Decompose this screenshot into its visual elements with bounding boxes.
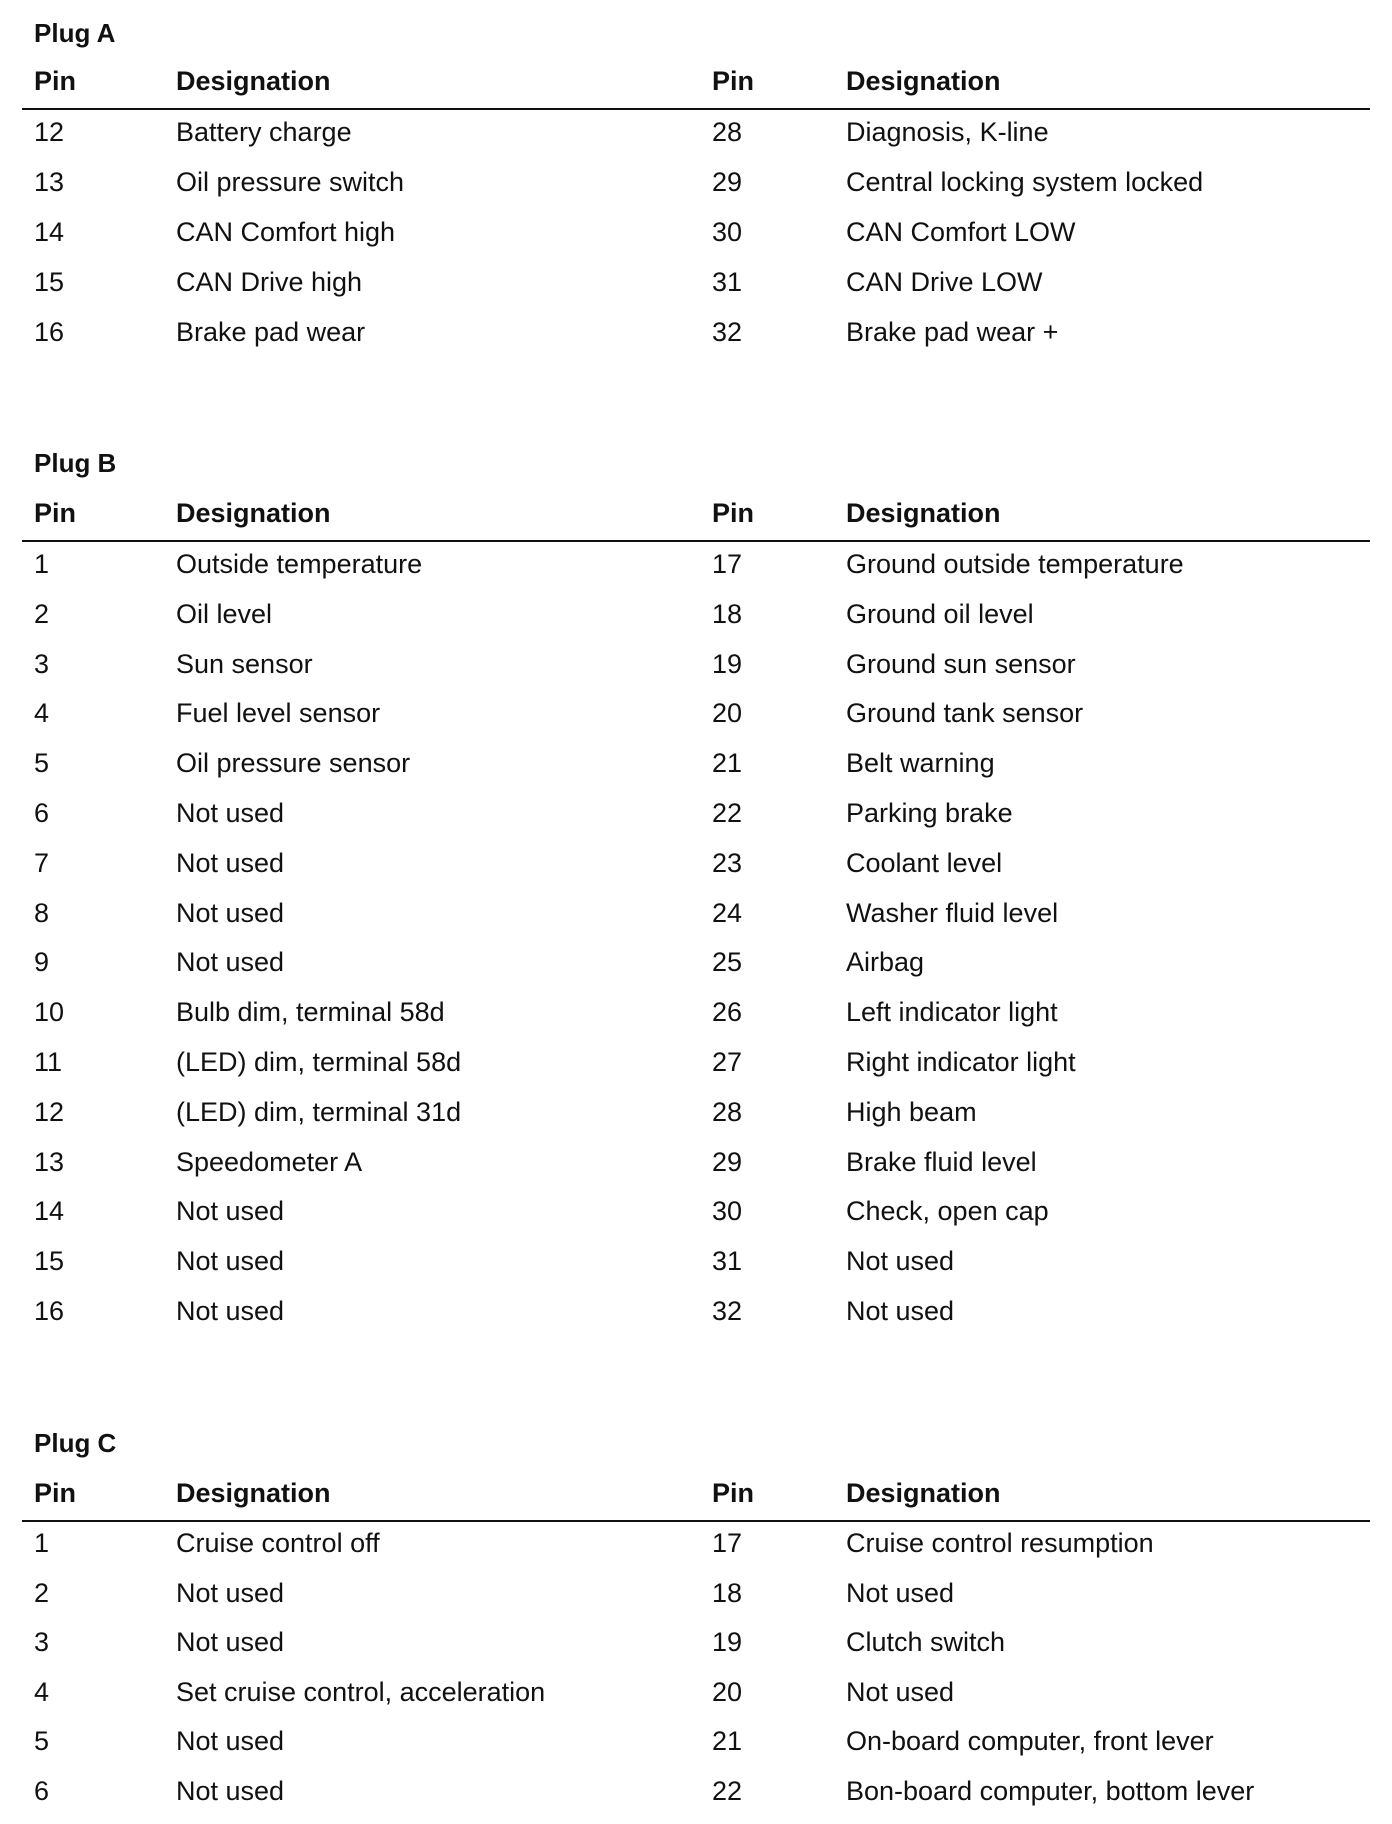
designation-cell: CAN Comfort high <box>176 217 396 247</box>
pin-cell-right: 17 <box>712 549 743 579</box>
pin-cell-right: 20 <box>712 698 743 728</box>
designation-cell: Not used <box>176 848 285 878</box>
pin-cell-right: 22 <box>712 1776 743 1806</box>
designation-cell-right: Ground oil level <box>846 599 1034 629</box>
designation-cell: Outside temperature <box>176 549 423 579</box>
designation-cell: CAN Drive high <box>176 267 363 297</box>
designation-cell: Not used <box>176 1578 285 1608</box>
pin-cell: 2 <box>34 599 50 629</box>
pin-cell: 16 <box>34 317 65 347</box>
designation-header: Designation <box>176 498 331 528</box>
designation-cell-right: Clutch switch <box>846 1627 1006 1657</box>
designation-header-right: Designation <box>846 66 1001 96</box>
designation-cell-right: Washer fluid level <box>846 898 1059 928</box>
pin-cell-right: 27 <box>712 1047 743 1077</box>
pin-header: Pin <box>34 498 77 528</box>
pin-cell-right: 21 <box>712 1726 743 1756</box>
designation-cell-right: Left indicator light <box>846 997 1058 1027</box>
pin-cell: 9 <box>34 947 50 977</box>
designation-cell: Not used <box>176 1296 285 1326</box>
designation-cell-right: Ground outside temperature <box>846 549 1184 579</box>
designation-cell: Brake pad wear <box>176 317 366 347</box>
designation-cell-right: Right indicator light <box>846 1047 1076 1077</box>
pin-cell: 4 <box>34 1677 50 1707</box>
pin-cell-right: 26 <box>712 997 743 1027</box>
designation-cell-right: Not used <box>846 1296 955 1326</box>
pin-cell-right: 19 <box>712 1627 743 1657</box>
pin-header: Pin <box>34 1478 77 1508</box>
designation-cell-right: Ground sun sensor <box>846 649 1076 679</box>
designation-cell: Battery charge <box>176 117 352 147</box>
pin-cell: 12 <box>34 1097 65 1127</box>
designation-cell-right: Not used <box>846 1246 955 1276</box>
pin-cell-right: 18 <box>712 599 743 629</box>
pin-cell-right: 28 <box>712 117 743 147</box>
pin-cell-right: 18 <box>712 1578 743 1608</box>
pin-cell-right: 30 <box>712 1196 743 1226</box>
designation-cell-right: Central locking system locked <box>846 167 1204 197</box>
designation-cell: Fuel level sensor <box>176 698 381 728</box>
pin-cell: 5 <box>34 1726 50 1756</box>
designation-cell-right: Bon-board computer, bottom lever <box>846 1776 1255 1806</box>
pin-cell-right: 19 <box>712 649 743 679</box>
designation-cell-right: Not used <box>846 1677 955 1707</box>
header-divider <box>22 108 1370 110</box>
pin-cell-right: 31 <box>712 1246 743 1276</box>
pin-cell: 14 <box>34 1196 65 1226</box>
designation-cell-right: CAN Comfort LOW <box>846 217 1076 247</box>
designation-cell-right: Cruise control resumption <box>846 1528 1154 1558</box>
pin-cell-right: 32 <box>712 317 743 347</box>
pin-cell: 15 <box>34 267 65 297</box>
pin-cell-right: 31 <box>712 267 743 297</box>
pin-cell: 11 <box>34 1047 63 1077</box>
designation-cell-right: Airbag <box>846 947 925 977</box>
pin-cell-right: 28 <box>712 1097 743 1127</box>
pin-cell: 12 <box>34 117 65 147</box>
designation-cell-right: Check, open cap <box>846 1196 1049 1226</box>
designation-cell: Not used <box>176 798 285 828</box>
designation-cell: Bulb dim, terminal 58d <box>176 997 445 1027</box>
header-divider <box>22 1520 1370 1522</box>
designation-cell-right: Parking brake <box>846 798 1013 828</box>
designation-cell: Not used <box>176 1627 285 1657</box>
pin-cell-right: 30 <box>712 217 743 247</box>
plug-c-title: Plug C <box>34 1428 117 1458</box>
pin-cell: 13 <box>34 167 65 197</box>
designation-cell-right: Diagnosis, K-line <box>846 117 1049 147</box>
designation-cell: Not used <box>176 947 285 977</box>
pin-cell: 5 <box>34 748 50 778</box>
pin-cell: 3 <box>34 649 50 679</box>
designation-header-right: Designation <box>846 498 1001 528</box>
pin-cell: 3 <box>34 1627 50 1657</box>
pin-cell-right: 24 <box>712 898 743 928</box>
pin-cell-right: 25 <box>712 947 743 977</box>
designation-cell-right: Brake fluid level <box>846 1147 1037 1177</box>
pin-cell: 14 <box>34 217 65 247</box>
pin-cell: 13 <box>34 1147 65 1177</box>
designation-cell-right: Ground tank sensor <box>846 698 1084 728</box>
designation-cell: Sun sensor <box>176 649 313 679</box>
designation-cell: (LED) dim, terminal 58d <box>176 1047 462 1077</box>
designation-cell: Not used <box>176 1726 285 1756</box>
designation-cell: Not used <box>176 1246 285 1276</box>
designation-cell-right: Not used <box>846 1578 955 1608</box>
pin-cell: 16 <box>34 1296 65 1326</box>
plug-b-title: Plug B <box>34 448 117 478</box>
designation-cell: Not used <box>176 1196 285 1226</box>
designation-cell-right: Brake pad wear + <box>846 317 1059 347</box>
pin-cell: 2 <box>34 1578 50 1608</box>
designation-cell: Oil pressure sensor <box>176 748 411 778</box>
designation-cell: Oil pressure switch <box>176 167 405 197</box>
pin-header: Pin <box>34 66 77 96</box>
pin-cell: 6 <box>34 798 50 828</box>
pin-cell-right: 23 <box>712 848 743 878</box>
designation-cell-right: On-board computer, front lever <box>846 1726 1214 1756</box>
pin-cell: 1 <box>34 549 50 579</box>
pin-cell: 4 <box>34 698 50 728</box>
pin-cell: 10 <box>34 997 65 1027</box>
pin-header-right: Pin <box>712 498 755 528</box>
pin-cell: 6 <box>34 1776 50 1806</box>
pin-cell-right: 29 <box>712 1147 743 1177</box>
pin-cell-right: 22 <box>712 798 743 828</box>
pin-cell: 8 <box>34 898 50 928</box>
designation-cell: (LED) dim, terminal 31d <box>176 1097 462 1127</box>
designation-cell-right: CAN Drive LOW <box>846 267 1043 297</box>
header-divider <box>22 540 1370 542</box>
pin-cell-right: 29 <box>712 167 743 197</box>
pin-header-right: Pin <box>712 66 755 96</box>
pin-cell: 7 <box>34 848 50 878</box>
designation-header-right: Designation <box>846 1478 1001 1508</box>
designation-cell-right: High beam <box>846 1097 977 1127</box>
designation-header: Designation <box>176 1478 331 1508</box>
designation-cell: Oil level <box>176 599 273 629</box>
designation-cell-right: Coolant level <box>846 848 1003 878</box>
designation-cell: Not used <box>176 1776 285 1806</box>
designation-cell: Cruise control off <box>176 1528 380 1558</box>
pin-cell: 1 <box>34 1528 50 1558</box>
pin-cell-right: 32 <box>712 1296 743 1326</box>
pin-cell-right: 17 <box>712 1528 743 1558</box>
designation-cell-right: Belt warning <box>846 748 995 778</box>
plug-a-title: Plug A <box>34 18 116 48</box>
pin-cell-right: 21 <box>712 748 743 778</box>
designation-cell: Speedometer A <box>176 1147 363 1177</box>
designation-cell: Not used <box>176 898 285 928</box>
designation-header: Designation <box>176 66 331 96</box>
pin-cell-right: 20 <box>712 1677 743 1707</box>
designation-cell: Set cruise control, acceleration <box>176 1677 546 1707</box>
pin-cell: 15 <box>34 1246 65 1276</box>
pin-header-right: Pin <box>712 1478 755 1508</box>
